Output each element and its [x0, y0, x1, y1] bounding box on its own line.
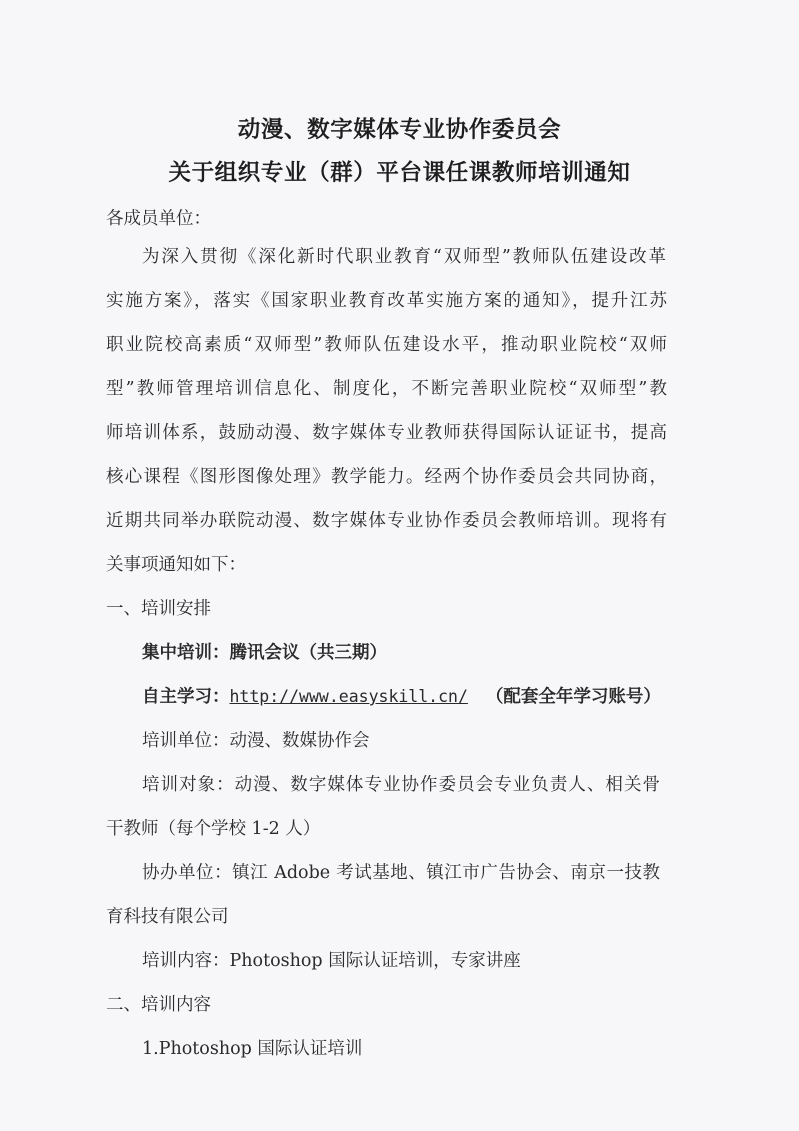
body-line-7: 近期共同举办联院动漫、数字媒体专业协作委员会教师培训。现将有 [106, 511, 667, 531]
training-content: 培训内容：Photoshop 国际认证培训，专家讲座 [142, 951, 521, 971]
body-line-8: 关事项通知如下： [106, 555, 246, 575]
training-target-line-1: 培训对象：动漫、数字媒体专业协作委员会专业负责人、相关骨 [142, 775, 660, 795]
self-study-row [142, 683, 661, 708]
body-line-6: 核心课程《图形图像处理》教学能力。经两个协作委员会共同协商， [106, 467, 667, 487]
body-line-2: 实施方案》，落实《国家职业教育改革实施方案的通知》，提升江苏 [106, 291, 667, 311]
co-organizer-line-1: 协办单位：镇江 Adobe 考试基地、镇江市广告协会、南京一技教 [142, 863, 660, 883]
co-organizer-line-2: 育科技有限公司 [106, 907, 229, 927]
training-unit: 培训单位：动漫、数媒协作会 [142, 731, 370, 751]
body-line-5: 师培训体系，鼓励动漫、数字媒体专业教师获得国际认证证书，提高 [106, 423, 667, 443]
body-line-3: 职业院校高素质“双师型”教师队伍建设水平，推动职业院校“双师 [106, 335, 667, 355]
self-study-note: （配套全年学习账号） [485, 687, 661, 707]
salutation: 各成员单位： [106, 209, 211, 229]
section-2-heading: 二、培训内容 [106, 995, 211, 1015]
centralized-training: 集中培训：腾讯会议（共三期） [142, 643, 387, 663]
self-study-label: 自主学习： [142, 687, 230, 707]
section-2-item-1: 1.Photoshop 国际认证培训 [142, 1039, 363, 1059]
training-target-line-2: 干教师（每个学校 1-2 人） [106, 819, 321, 839]
title-line-1: 动漫、数字媒体专业协作委员会 [237, 117, 562, 143]
self-study-link[interactable]: http://www.easyskill.cn/ [229, 687, 468, 706]
body-line-1: 为深入贯彻《深化新时代职业教育“双师型”教师队伍建设改革 [142, 247, 666, 267]
title-line-2: 关于组织专业（群）平台课任课教师培训通知 [168, 160, 631, 186]
body-line-4: 型”教师管理培训信息化、制度化，不断完善职业院校“双师型”教 [106, 379, 667, 399]
section-1-heading: 一、培训安排 [106, 599, 211, 619]
